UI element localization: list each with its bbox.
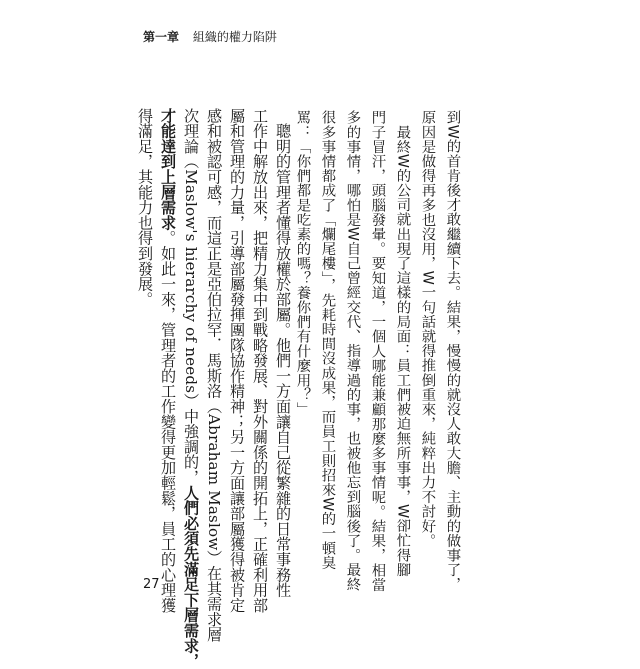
quote-column: 罵：「你們都是吃素的嗎？養你們有什麼用？」: [294, 110, 311, 417]
body-column: [182, 108, 201, 669]
chapter-label: 第一章: [143, 30, 180, 44]
body-column: [251, 108, 270, 613]
quote-column: 到W的首肯後才敢繼續下去。結果，慢慢的就沒人敢大膽、主動的做事了，: [444, 110, 461, 592]
body-column: [228, 108, 247, 613]
body-text: 聰明的管理者懂得放權於部屬。他們一方面讓自己從繁雜的日常事務性: [274, 108, 293, 598]
quote-column: 原因是做得再多也沒用，W一句話就得推倒重來，純粹出力不討好。: [419, 110, 436, 548]
chapter-title: 組織的權力陷阱: [192, 30, 277, 44]
body-column: [274, 108, 293, 598]
emphasis-text: 人們必須先滿足下層需求，: [182, 485, 201, 669]
body-text: 屬和管理的力量，引導部屬發揮團隊協作精神；另一方面讓部屬獲得被肯定: [228, 108, 247, 613]
body-text: 次理論（Maslow's hierarchy of needs）中強調的，: [182, 108, 201, 486]
quote-column: 最終W的公司就出現了這樣的局面：員工們被迫無所事事，W卻忙得腳: [394, 110, 411, 577]
quote-column: 門子冒汗，頭腦發暈。要知道，一個人哪能兼顧那麼多事情呢。結果，相當: [369, 110, 386, 592]
body-text: 得滿足，其能力也得到發展。: [136, 108, 155, 307]
page-number: 27: [143, 577, 160, 592]
body-text: 感和被認可感，而這正是亞伯拉罕．馬斯洛（Abraham Maslow）在其需求層: [205, 108, 224, 643]
body-text: 。如此一來，管理者的工作變得更加輕鬆，員工的心理獲: [159, 230, 178, 613]
running-header: [143, 28, 277, 45]
quote-column: 多的事情，哪怕是W自己曾經交代、指導過的事，也被他忘到腦後了。最終: [344, 110, 361, 592]
body-text: 工作中解放出來，把精力集中到戰略發展、對外關係的開拓上，正確利用部: [251, 108, 270, 613]
body-column: [205, 108, 224, 643]
quote-column: 很多事情都成了「爛尾樓」，先耗時間沒成果，而員工則招來W的一頓臭: [319, 110, 336, 570]
body-column: [159, 108, 178, 613]
emphasis-text: 才能達到上層需求: [159, 108, 178, 231]
body-column: [136, 108, 155, 307]
